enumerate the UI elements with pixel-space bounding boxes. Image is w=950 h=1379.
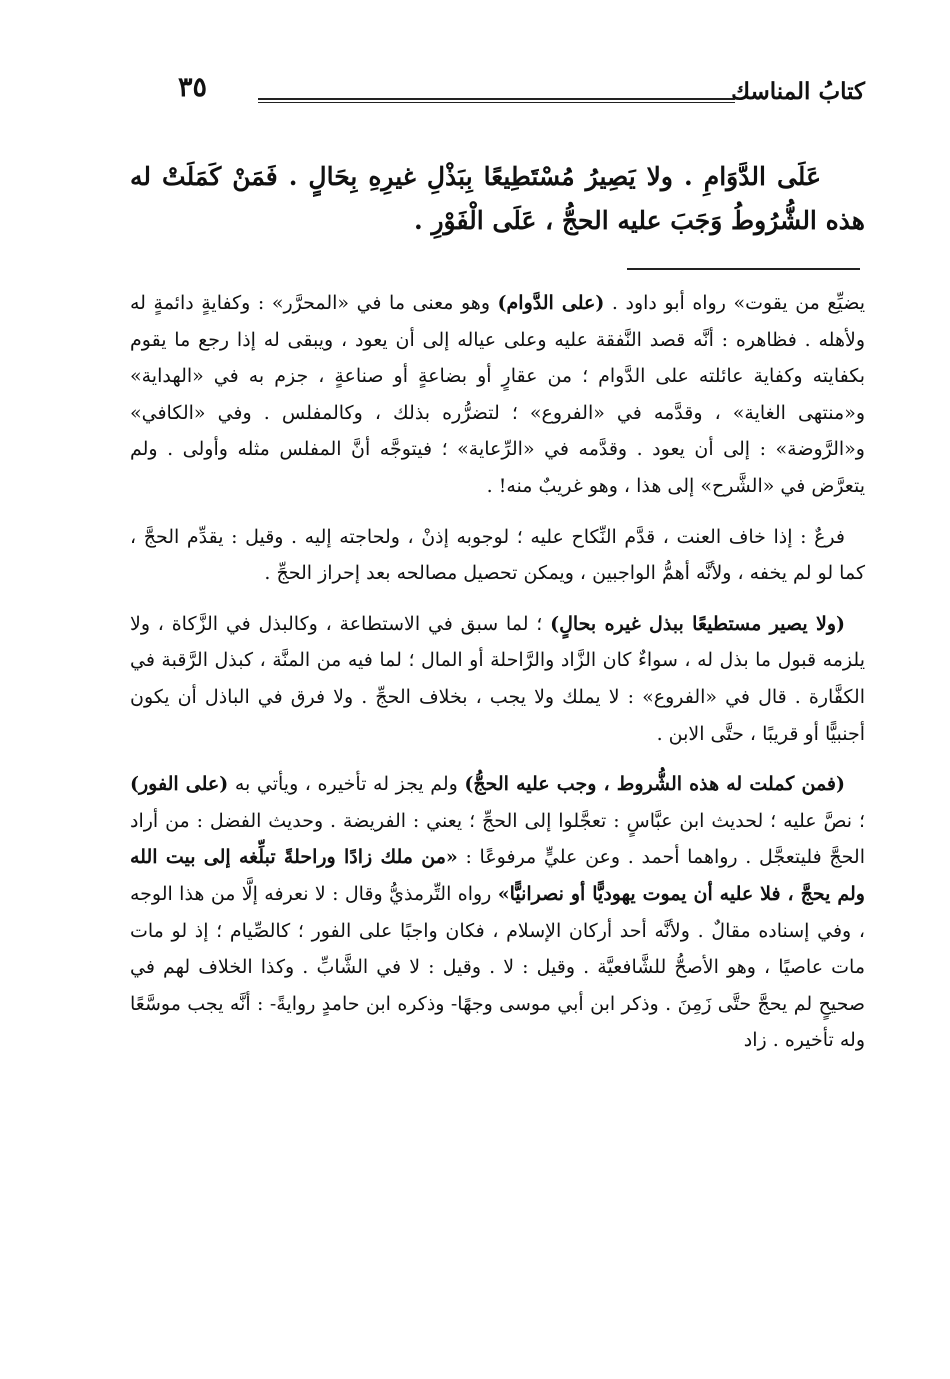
commentary-text: يضيِّع من يقوت» رواه أبو داود . — [604, 292, 865, 314]
page-header — [130, 72, 865, 116]
commentary-text: ولم يجز له تأخيره ، ويأتي به — [228, 773, 465, 796]
quoted-matn: (فمن كملت له هذه الشُّروط ، وجب عليه الحجُّ) — [464, 773, 845, 796]
quoted-matn: (على الفور) — [130, 773, 229, 796]
hadith-quote: «من ملك زادًا وراحلةً تبلِّغه إلى بيت الله ولم يحجَّ ، فلا عليه أن يموت يهوديًّا أو نصرانيًّا» — [130, 846, 865, 905]
commentary — [130, 285, 865, 1059]
commentary-text: رواه التِّرمذيُّ وقال : لا نعرفه إلَّا من هذا الوجه ، وفي إسناده مقالٌ . ولأنَّه أحد أركان الإسلام ، فكان واجبًا على الفور ؛ كالصِّيام ؛ إذ لو مات مات عاصيًا ، وهو الأصحُّ للشَّافعيَّة . وقيل : لا . وقيل : لا في الشَّابِّ . وكذا الخلاف لهم في صحيحٍ لم يحجَّ حتَّى زَمِنَ . وذكر ابن أبي موسى وجهًا- وذكره ابن حامدٍ روايةً- : أنَّه يجب موسَّعًا وله تأخيره . زاد — [130, 882, 865, 1052]
footnote-separator — [627, 268, 860, 270]
header-rule — [258, 98, 735, 100]
book-title: كتابُ المناسك — [731, 78, 865, 105]
commentary-text: ؛ نصَّ عليه ؛ لحديث ابن عبَّاسٍ : تعجَّلوا إلى الحجِّ ؛ يعني : الفريضة . وحديث الفضل : من أراد الحجَّ فليتعجَّل . رواهما أحمد . وعن عليٍّ مرفوعًا : — [130, 809, 865, 869]
main-text — [130, 155, 865, 243]
commentary-text: وهو معنى ما في «المحرَّر» : وكفايةٍ دائمةٍ له ولأهله . فظاهره : أنَّه قصد النَّفقة عليه وعلى عياله إلى أن يعود ، ويبقى له إذا رجع ما يقوم بكفايته وكفاية عائلته على الدَّوام ؛ من عقارٍ أو بضاعةٍ أو صناعةٍ ، جزم به في «الهداية» و«منتهى الغاية» ، وقدَّمه في «الفروع» ؛ لتضرُّره بذلك ، وكالمفلس . وفي «الكافي» و«الرَّوضة» : إلى أن يعود . وقدَّمه في «الرِّعاية» ؛ فيتوجَّه أنَّ المفلس مثله وأولى . ولم يتعرَّض في «الشَّرح» إلى هذا ، وهو غريبٌ منه! . — [130, 292, 865, 497]
commentary-paragraph-3 — [130, 606, 865, 752]
commentary-text: ؛ لما سبق في الاستطاعة ، وكالبذل في الزَّكاة ، ولا يلزمه قبول ما بذل له ، سواءٌ كان الزَّاد والرَّاحلة أو المال ؛ لما فيه من المنَّة ، كبذل الرَّقبة في الكفَّارة . قال في «الفروع» : لا يملك ولا يجب ، بخلاف الحجِّ . ولا فرق في الباذل أن يكون أجنبيًّا أو قريبًا ، حتَّى الابن . — [130, 612, 865, 745]
page-number: ٣٥ — [178, 72, 208, 103]
commentary-paragraph-2 — [130, 519, 865, 592]
main-text-paragraph: عَلَى الدَّوَامِ . ولا يَصِيرُ مُسْتَطِيعًا بِبَذْلِ غيرِهِ بِحَالٍ . فَمَنْ كَمَلَتْ له هذه الشُّرُوطُ وَجَبَ عليه الحجُّ ، عَلَى الْفَوْرِ . — [130, 162, 865, 235]
commentary-paragraph-1 — [130, 285, 865, 505]
quoted-matn: (على الدَّوام) — [497, 292, 605, 314]
quoted-matn: (ولا يصير مستطيعًا ببذل غيره بحالٍ) — [550, 612, 845, 635]
commentary-paragraph-4 — [130, 766, 865, 1059]
commentary-text: فرعٌ : إذا خاف العنت ، قدَّم النِّكاح عليه ؛ لوجوبه إذنْ ، ولحاجته إليه . وقيل : يقدِّم الحجَّ ، كما لو لم يخفه ، ولأنَّه أهمُّ الواجبين ، ويمكن تحصيل مصالحه بعد إحراز الحجِّ . — [130, 525, 865, 585]
